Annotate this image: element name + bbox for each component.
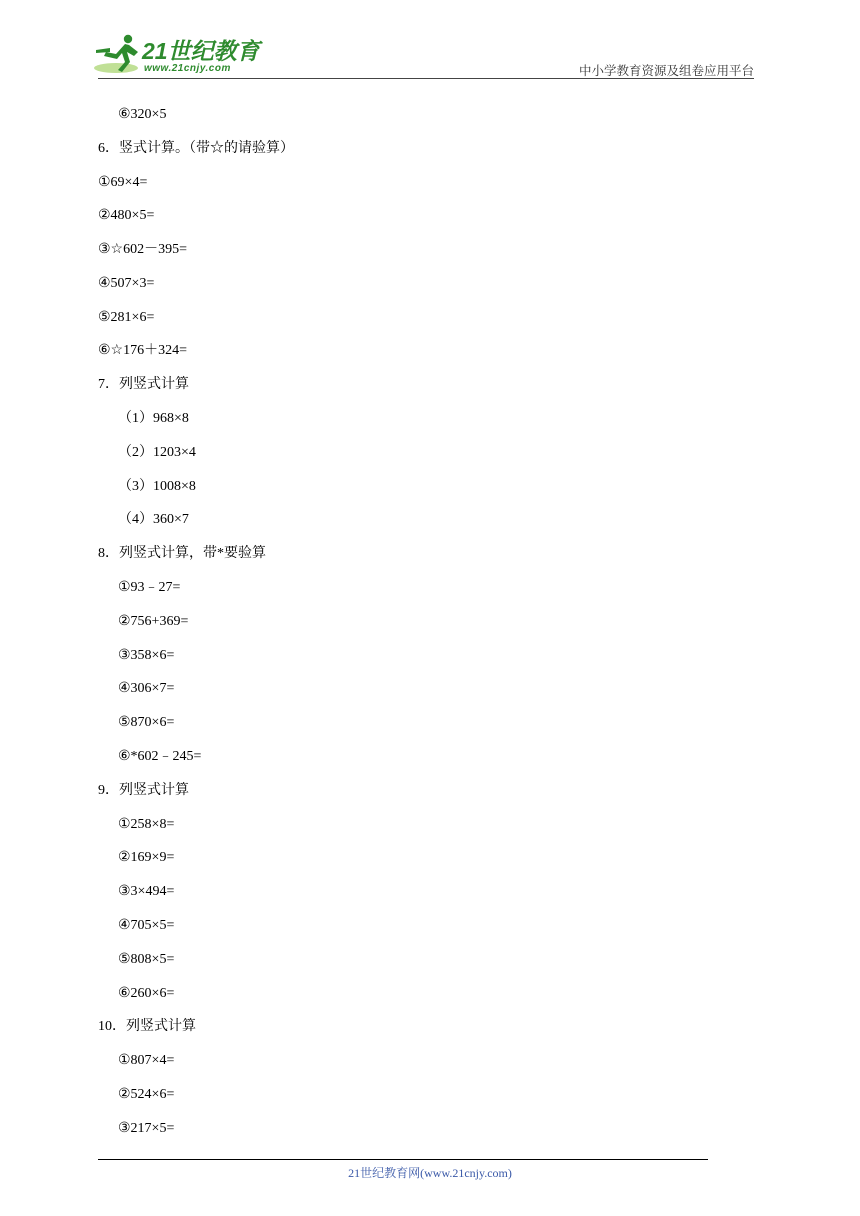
list-item: ②756+369=	[118, 614, 189, 629]
list-item: ③3×494=	[118, 884, 175, 899]
list-item: （3）1008×8	[118, 479, 196, 494]
list-item: ⑤808×5=	[118, 952, 175, 967]
footer-divider	[98, 1159, 708, 1160]
list-item: ②480×5=	[98, 208, 155, 223]
header-divider	[98, 78, 754, 79]
list-item: ⑥320×5	[118, 107, 167, 122]
question-heading: 8．列竖式计算，带*要验算	[98, 546, 266, 561]
list-item: ③358×6=	[118, 648, 175, 663]
list-item: ⑥*602﹣245=	[118, 749, 202, 764]
site-logo	[92, 32, 262, 78]
list-item: ①258×8=	[118, 817, 175, 832]
runner-logo-icon	[92, 32, 148, 76]
list-item: ⑥260×6=	[118, 986, 175, 1001]
list-item: ②169×9=	[118, 850, 175, 865]
list-item: ③217×5=	[118, 1121, 175, 1136]
list-item: ②524×6=	[118, 1087, 175, 1102]
page-header	[0, 0, 860, 80]
list-item: ①69×4=	[98, 175, 148, 190]
list-item: ③☆602－395=	[98, 242, 187, 257]
list-item: （2）1203×4	[118, 445, 196, 460]
list-item: ①93﹣27=	[118, 580, 181, 595]
question-heading: 7．列竖式计算	[98, 377, 189, 392]
list-item: ⑥☆176＋324=	[98, 343, 187, 358]
list-item: （1）968×8	[118, 411, 189, 426]
list-item: ⑤281×6=	[98, 310, 155, 325]
logo-url: www.21cnjy.com	[144, 63, 231, 74]
question-heading: 6．竖式计算。（带☆的请验算）	[98, 141, 294, 156]
list-item: （4）360×7	[118, 512, 189, 527]
question-heading: 10．列竖式计算	[98, 1019, 196, 1034]
question-heading: 9．列竖式计算	[98, 783, 189, 798]
list-item: ①807×4=	[118, 1053, 175, 1068]
page-footer: 21世纪教育网(www.21cnjy.com)	[348, 1166, 512, 1180]
header-tagline: 中小学教育资源及组卷应用平台	[578, 63, 754, 78]
list-item: ④306×7=	[118, 681, 175, 696]
list-item: ⑤870×6=	[118, 715, 175, 730]
list-item: ④507×3=	[98, 276, 155, 291]
list-item: ④705×5=	[118, 918, 175, 933]
logo-text: 21世纪教育	[142, 38, 260, 64]
